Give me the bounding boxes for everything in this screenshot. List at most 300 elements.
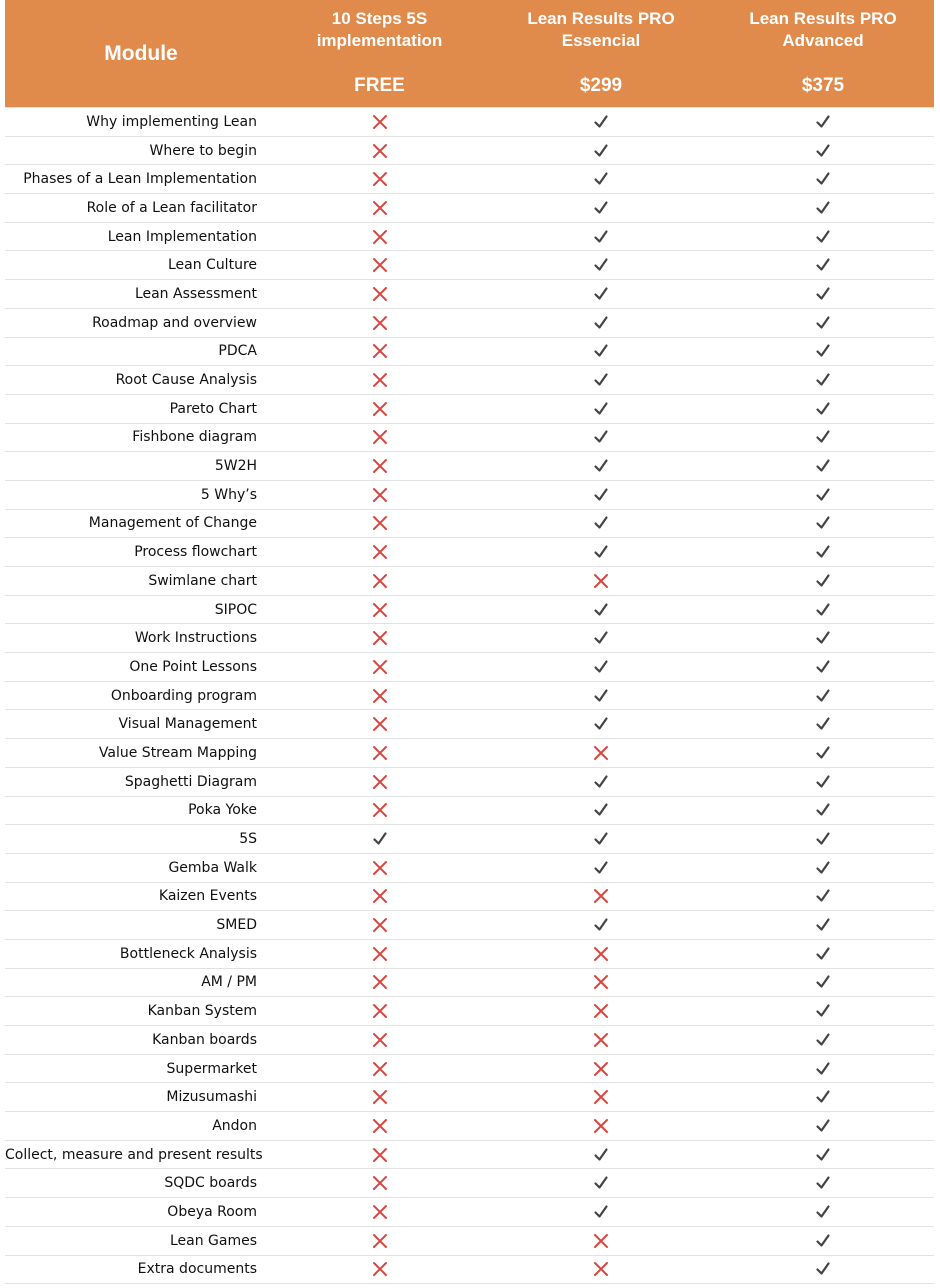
plan-availability-cell — [269, 653, 490, 682]
plan-availability-cell — [269, 1198, 490, 1227]
plan-availability-cell — [269, 853, 490, 882]
plan-availability-cell — [490, 108, 712, 137]
module-name: Poka Yoke — [5, 796, 269, 825]
plan-availability-cell — [712, 939, 934, 968]
plan-availability-cell — [269, 1140, 490, 1169]
module-name: Phases of a Lean Implementation — [5, 165, 269, 194]
table-row — [5, 1026, 934, 1055]
table-row — [5, 882, 934, 911]
plan-availability-cell — [490, 538, 712, 567]
check-icon — [592, 773, 610, 791]
plan-name: Lean Results PRO Advanced — [749, 9, 897, 50]
table-header — [5, 0, 934, 108]
table-row — [5, 480, 934, 509]
plan-availability-cell — [490, 165, 712, 194]
cross-icon — [592, 945, 610, 963]
table-row — [5, 1198, 934, 1227]
cross-icon — [371, 170, 389, 188]
cross-icon — [592, 1031, 610, 1049]
module-name: 5W2H — [5, 452, 269, 481]
plan-availability-cell — [269, 165, 490, 194]
module-name: SQDC boards — [5, 1169, 269, 1198]
plan-availability-cell — [490, 222, 712, 251]
plan-availability-cell — [490, 136, 712, 165]
plan-availability-cell — [712, 1226, 934, 1255]
module-name: Gemba Walk — [5, 853, 269, 882]
plan-availability-cell — [712, 509, 934, 538]
check-icon — [592, 486, 610, 504]
module-name: 5 Why’s — [5, 480, 269, 509]
plan-availability-cell — [490, 968, 712, 997]
cross-icon — [371, 113, 389, 131]
module-name: AM / PM — [5, 968, 269, 997]
plan-availability-cell — [269, 480, 490, 509]
plan-availability-cell — [269, 997, 490, 1026]
plan-availability-cell — [490, 251, 712, 280]
plan-availability-cell — [712, 394, 934, 423]
cross-icon — [592, 887, 610, 905]
plan-availability-cell — [712, 308, 934, 337]
plan-availability-cell — [712, 1054, 934, 1083]
table-row — [5, 624, 934, 653]
plan-availability-cell — [490, 452, 712, 481]
table-row — [5, 911, 934, 940]
check-icon — [814, 1117, 832, 1135]
plan-availability-cell — [712, 108, 934, 137]
table-row — [5, 997, 934, 1026]
check-icon — [814, 514, 832, 532]
plan-availability-cell — [269, 1255, 490, 1284]
check-icon — [814, 199, 832, 217]
comparison-table-container — [5, 0, 934, 1284]
plan-availability-cell — [490, 796, 712, 825]
plan-availability-cell — [269, 796, 490, 825]
plan-availability-cell — [269, 968, 490, 997]
plan-availability-cell — [490, 767, 712, 796]
table-row — [5, 825, 934, 854]
cross-icon — [371, 428, 389, 446]
cross-icon — [371, 859, 389, 877]
cross-icon — [371, 342, 389, 360]
table-row — [5, 1112, 934, 1141]
check-icon — [814, 687, 832, 705]
check-icon — [814, 543, 832, 561]
table-row — [5, 968, 934, 997]
plan-availability-cell — [490, 739, 712, 768]
table-row — [5, 222, 934, 251]
cross-icon — [371, 142, 389, 160]
plan-availability-cell — [712, 1140, 934, 1169]
table-body — [5, 108, 934, 1284]
cross-icon — [371, 543, 389, 561]
check-icon — [814, 1232, 832, 1250]
plan-availability-cell — [712, 968, 934, 997]
plan-availability-cell — [490, 710, 712, 739]
plan-availability-cell — [712, 739, 934, 768]
plan-availability-cell — [490, 280, 712, 309]
plan-availability-cell — [490, 911, 712, 940]
cross-icon — [592, 973, 610, 991]
plan-availability-cell — [269, 1169, 490, 1198]
check-icon — [814, 1031, 832, 1049]
table-row — [5, 108, 934, 137]
check-icon — [814, 773, 832, 791]
cross-icon — [592, 744, 610, 762]
plan-availability-cell — [712, 796, 934, 825]
table-row — [5, 595, 934, 624]
plan-availability-cell — [269, 595, 490, 624]
cross-icon — [592, 1060, 610, 1078]
plan-availability-cell — [269, 882, 490, 911]
check-icon — [592, 658, 610, 676]
check-icon — [814, 973, 832, 991]
plan-availability-cell — [712, 1169, 934, 1198]
plan-availability-cell — [490, 1112, 712, 1141]
check-icon — [592, 228, 610, 246]
check-icon — [814, 457, 832, 475]
module-name: Work Instructions — [5, 624, 269, 653]
table-row — [5, 165, 934, 194]
plan-availability-cell — [269, 1112, 490, 1141]
check-icon — [592, 715, 610, 733]
cross-icon — [592, 1232, 610, 1250]
plan-availability-cell — [269, 108, 490, 137]
plan-availability-cell — [712, 882, 934, 911]
plan-availability-cell — [269, 939, 490, 968]
plan-availability-cell — [490, 366, 712, 395]
plan-availability-cell — [490, 939, 712, 968]
plan-availability-cell — [490, 1226, 712, 1255]
table-row — [5, 308, 934, 337]
plan-header-free — [269, 0, 490, 108]
check-icon — [592, 601, 610, 619]
plan-availability-cell — [490, 595, 712, 624]
plan-availability-cell — [269, 538, 490, 567]
check-icon — [592, 256, 610, 274]
module-name: Supermarket — [5, 1054, 269, 1083]
check-icon — [814, 400, 832, 418]
table-row — [5, 423, 934, 452]
table-row — [5, 280, 934, 309]
cross-icon — [592, 1088, 610, 1106]
check-icon — [814, 314, 832, 332]
check-icon — [592, 400, 610, 418]
check-icon — [814, 113, 832, 131]
check-icon — [592, 514, 610, 532]
plan-availability-cell — [712, 710, 934, 739]
check-icon — [814, 1146, 832, 1164]
check-icon — [814, 715, 832, 733]
check-icon — [592, 543, 610, 561]
plan-availability-cell — [712, 222, 934, 251]
cross-icon — [371, 1088, 389, 1106]
cross-icon — [592, 1002, 610, 1020]
plan-availability-cell — [490, 1198, 712, 1227]
table-row — [5, 853, 934, 882]
table-row — [5, 194, 934, 223]
check-icon — [814, 228, 832, 246]
module-name: Lean Games — [5, 1226, 269, 1255]
check-icon — [814, 1060, 832, 1078]
cross-icon — [371, 715, 389, 733]
table-row — [5, 1226, 934, 1255]
plan-availability-cell — [490, 194, 712, 223]
plan-availability-cell — [712, 136, 934, 165]
plan-availability-cell — [712, 653, 934, 682]
cross-icon — [371, 801, 389, 819]
cross-icon — [371, 658, 389, 676]
plan-availability-cell — [490, 624, 712, 653]
module-name: Process flowchart — [5, 538, 269, 567]
check-icon — [814, 1260, 832, 1278]
cross-icon — [371, 486, 389, 504]
check-icon — [592, 142, 610, 160]
cross-icon — [371, 514, 389, 532]
module-name: Lean Assessment — [5, 280, 269, 309]
plan-availability-cell — [490, 1255, 712, 1284]
module-name: Onboarding program — [5, 681, 269, 710]
plan-availability-cell — [269, 452, 490, 481]
plan-availability-cell — [490, 337, 712, 366]
table-row — [5, 939, 934, 968]
check-icon — [814, 342, 832, 360]
module-name: Swimlane chart — [5, 567, 269, 596]
check-icon — [814, 744, 832, 762]
check-icon — [592, 801, 610, 819]
plan-availability-cell — [490, 882, 712, 911]
plan-availability-cell — [269, 280, 490, 309]
cross-icon — [371, 371, 389, 389]
check-icon — [592, 342, 610, 360]
plan-availability-cell — [490, 653, 712, 682]
check-icon — [814, 256, 832, 274]
module-name: Andon — [5, 1112, 269, 1141]
module-name: Mizusumashi — [5, 1083, 269, 1112]
plan-availability-cell — [269, 911, 490, 940]
plan-availability-cell — [269, 394, 490, 423]
check-icon — [814, 658, 832, 676]
plan-availability-cell — [269, 222, 490, 251]
cross-icon — [371, 1060, 389, 1078]
module-name: PDCA — [5, 337, 269, 366]
module-name: Why implementing Lean — [5, 108, 269, 137]
module-name: Lean Implementation — [5, 222, 269, 251]
plan-availability-cell — [269, 624, 490, 653]
plan-availability-cell — [490, 423, 712, 452]
plan-availability-cell — [490, 480, 712, 509]
plan-availability-cell — [490, 681, 712, 710]
check-icon — [814, 142, 832, 160]
table-row — [5, 136, 934, 165]
plan-availability-cell — [712, 853, 934, 882]
cross-icon — [592, 572, 610, 590]
table-row — [5, 739, 934, 768]
module-name: Visual Management — [5, 710, 269, 739]
cross-icon — [371, 1031, 389, 1049]
cross-icon — [371, 199, 389, 217]
plan-availability-cell — [712, 452, 934, 481]
plan-availability-cell — [490, 825, 712, 854]
cross-icon — [371, 1203, 389, 1221]
cross-icon — [371, 1146, 389, 1164]
cross-icon — [371, 687, 389, 705]
plan-availability-cell — [712, 194, 934, 223]
check-icon — [814, 1002, 832, 1020]
plan-availability-cell — [490, 1169, 712, 1198]
cross-icon — [371, 773, 389, 791]
plan-name: 10 Steps 5S implementation — [316, 9, 443, 50]
plan-availability-cell — [712, 1083, 934, 1112]
check-icon — [592, 1146, 610, 1164]
plan-price: $299 — [579, 75, 623, 96]
comparison-table — [5, 0, 934, 1284]
check-icon — [592, 916, 610, 934]
check-icon — [814, 801, 832, 819]
plan-availability-cell — [269, 1083, 490, 1112]
plan-availability-cell — [269, 1054, 490, 1083]
plan-header-advanced — [712, 0, 934, 108]
plan-availability-cell — [712, 251, 934, 280]
cross-icon — [371, 228, 389, 246]
plan-availability-cell — [269, 423, 490, 452]
check-icon — [592, 1174, 610, 1192]
plan-availability-cell — [490, 1083, 712, 1112]
check-icon — [814, 945, 832, 963]
check-icon — [814, 830, 832, 848]
check-icon — [814, 285, 832, 303]
plan-availability-cell — [269, 136, 490, 165]
plan-availability-cell — [269, 337, 490, 366]
check-icon — [592, 859, 610, 877]
module-name: Where to begin — [5, 136, 269, 165]
module-name: 5S — [5, 825, 269, 854]
cross-icon — [592, 1260, 610, 1278]
table-row — [5, 337, 934, 366]
check-icon — [592, 1203, 610, 1221]
check-icon — [592, 113, 610, 131]
table-row — [5, 1054, 934, 1083]
module-name: Management of Change — [5, 509, 269, 538]
plan-availability-cell — [490, 1054, 712, 1083]
plan-availability-cell — [712, 423, 934, 452]
module-name: Value Stream Mapping — [5, 739, 269, 768]
plan-availability-cell — [712, 911, 934, 940]
plan-availability-cell — [269, 681, 490, 710]
module-name: Obeya Room — [5, 1198, 269, 1227]
table-row — [5, 796, 934, 825]
plan-availability-cell — [712, 997, 934, 1026]
table-row — [5, 681, 934, 710]
table-row — [5, 1169, 934, 1198]
plan-availability-cell — [712, 567, 934, 596]
plan-header-essencial — [490, 0, 712, 108]
check-icon — [814, 371, 832, 389]
check-icon — [814, 916, 832, 934]
plan-availability-cell — [269, 767, 490, 796]
plan-availability-cell — [269, 308, 490, 337]
plan-price: $375 — [801, 75, 845, 96]
module-name: Roadmap and overview — [5, 308, 269, 337]
cross-icon — [371, 744, 389, 762]
plan-availability-cell — [712, 825, 934, 854]
table-row — [5, 1140, 934, 1169]
plan-availability-cell — [269, 509, 490, 538]
cross-icon — [371, 916, 389, 934]
plan-availability-cell — [269, 366, 490, 395]
plan-availability-cell — [712, 538, 934, 567]
check-icon — [814, 859, 832, 877]
plan-price: FREE — [354, 75, 405, 96]
cross-icon — [371, 1232, 389, 1250]
plan-availability-cell — [269, 739, 490, 768]
plan-availability-cell — [712, 337, 934, 366]
check-icon — [592, 314, 610, 332]
plan-availability-cell — [490, 1026, 712, 1055]
plan-availability-cell — [712, 624, 934, 653]
plan-name: Lean Results PRO Essencial — [527, 9, 675, 50]
module-name: SIPOC — [5, 595, 269, 624]
plan-availability-cell — [712, 480, 934, 509]
module-name: Root Cause Analysis — [5, 366, 269, 395]
check-icon — [814, 1174, 832, 1192]
check-icon — [814, 887, 832, 905]
module-name: Kanban boards — [5, 1026, 269, 1055]
table-row — [5, 394, 934, 423]
check-icon — [592, 687, 610, 705]
table-row — [5, 767, 934, 796]
plan-availability-cell — [712, 681, 934, 710]
module-name: Collect, measure and present results — [5, 1140, 269, 1169]
check-icon — [814, 572, 832, 590]
cross-icon — [371, 601, 389, 619]
plan-availability-cell — [712, 366, 934, 395]
check-icon — [814, 1203, 832, 1221]
module-name: Bottleneck Analysis — [5, 939, 269, 968]
plan-availability-cell — [490, 567, 712, 596]
module-name: Fishbone diagram — [5, 423, 269, 452]
cross-icon — [371, 572, 389, 590]
check-icon — [592, 457, 610, 475]
plan-availability-cell — [712, 280, 934, 309]
plan-availability-cell — [269, 710, 490, 739]
check-icon — [814, 1088, 832, 1106]
check-icon — [592, 170, 610, 188]
table-row — [5, 452, 934, 481]
check-icon — [592, 629, 610, 647]
plan-availability-cell — [712, 1255, 934, 1284]
cross-icon — [371, 256, 389, 274]
table-row — [5, 251, 934, 280]
module-column-header: Module — [5, 0, 269, 108]
cross-icon — [371, 973, 389, 991]
cross-icon — [371, 314, 389, 332]
cross-icon — [371, 285, 389, 303]
plan-availability-cell — [490, 997, 712, 1026]
cross-icon — [371, 457, 389, 475]
cross-icon — [371, 629, 389, 647]
check-icon — [814, 601, 832, 619]
check-icon — [814, 629, 832, 647]
cross-icon — [371, 1117, 389, 1135]
check-icon — [592, 199, 610, 217]
table-row — [5, 1083, 934, 1112]
plan-availability-cell — [269, 567, 490, 596]
cross-icon — [371, 887, 389, 905]
module-name: Lean Culture — [5, 251, 269, 280]
module-name: Kaizen Events — [5, 882, 269, 911]
plan-availability-cell — [490, 509, 712, 538]
plan-availability-cell — [269, 825, 490, 854]
